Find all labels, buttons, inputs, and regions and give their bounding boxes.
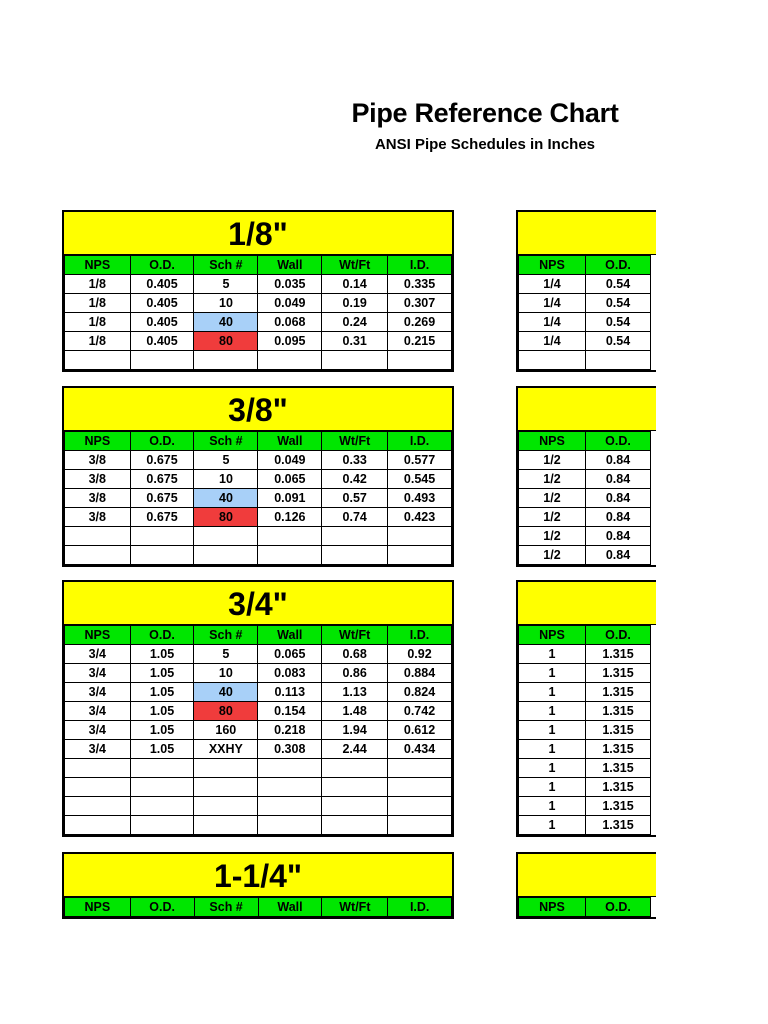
column-header: O.D. [130, 898, 194, 917]
table-cell[interactable]: 10 [194, 664, 258, 683]
table-cell[interactable]: 0.84 [586, 508, 651, 527]
table-cell[interactable] [258, 527, 322, 546]
table-row [519, 294, 651, 313]
table-row [65, 816, 452, 835]
table-cell[interactable] [388, 797, 452, 816]
table-row [519, 797, 651, 816]
page-title: Pipe Reference Chart [351, 98, 619, 128]
table-cell[interactable]: 0.54 [586, 294, 651, 313]
table-row [519, 816, 651, 835]
table-cell[interactable]: 1/4 [519, 313, 586, 332]
table-cell[interactable] [322, 816, 388, 835]
table-cell[interactable]: 0.74 [322, 508, 388, 527]
column-header: I.D. [388, 432, 452, 451]
table-cell[interactable] [65, 816, 131, 835]
table-cell[interactable]: 5 [194, 275, 258, 294]
table-cell[interactable]: 0.42 [322, 470, 388, 489]
table-cell[interactable]: 3/4 [65, 645, 131, 664]
size-heading [518, 854, 656, 897]
table-cell[interactable]: 1.315 [586, 664, 651, 683]
table-cell[interactable]: 1.315 [586, 816, 651, 835]
table-cell[interactable]: XXHY [194, 740, 258, 759]
pipe-schedule-table [64, 255, 452, 370]
table-cell[interactable]: 0.335 [388, 275, 452, 294]
table-cell[interactable]: 3/8 [65, 451, 131, 470]
table-cell[interactable] [130, 351, 194, 370]
table-cell[interactable] [388, 778, 452, 797]
table-cell[interactable] [65, 797, 131, 816]
table-cell[interactable]: 0.31 [322, 332, 388, 351]
table-cell[interactable]: 1/8 [65, 275, 131, 294]
size-heading: 3/4" [64, 582, 452, 625]
pipe-schedule-table [64, 431, 452, 565]
table-cell[interactable]: 0.405 [130, 294, 194, 313]
size-block [62, 386, 454, 567]
table-cell[interactable]: 1/2 [519, 489, 586, 508]
size-heading: 3/8" [64, 388, 452, 431]
table-cell[interactable]: 0.84 [586, 546, 651, 565]
table-cell[interactable]: 160 [194, 721, 258, 740]
table-cell[interactable]: 0.84 [586, 527, 651, 546]
table-row [519, 489, 651, 508]
table-cell[interactable]: 0.049 [258, 294, 322, 313]
table-cell[interactable]: 1.05 [130, 645, 194, 664]
table-cell[interactable]: 0.423 [388, 508, 452, 527]
table-cell[interactable] [130, 527, 194, 546]
column-header: Sch # [194, 256, 258, 275]
table-cell[interactable]: 3/8 [65, 508, 131, 527]
table-cell[interactable]: 10 [194, 470, 258, 489]
column-header: Wall [258, 898, 322, 917]
table-row [519, 451, 651, 470]
table-cell[interactable]: 40 [194, 313, 258, 332]
table-cell[interactable]: 3/8 [65, 470, 131, 489]
table-cell[interactable]: 1 [519, 645, 586, 664]
table-cell[interactable] [130, 797, 194, 816]
table-cell[interactable] [194, 797, 258, 816]
column-header: Wall [258, 432, 322, 451]
table-cell[interactable]: 0.405 [130, 275, 194, 294]
table-row [65, 778, 452, 797]
table-cell[interactable]: 0.33 [322, 451, 388, 470]
table-cell[interactable]: 0.083 [258, 664, 322, 683]
table-cell[interactable]: 0.545 [388, 470, 452, 489]
column-header: NPS [65, 256, 131, 275]
column-header: O.D. [130, 432, 194, 451]
table-row [65, 351, 452, 370]
column-header: Wt/Ft [322, 626, 388, 645]
table-cell[interactable] [130, 778, 194, 797]
table-row [65, 470, 452, 489]
pipe-schedule-table [518, 625, 651, 835]
table-cell[interactable]: 0.675 [130, 508, 194, 527]
table-cell[interactable]: 0.675 [130, 470, 194, 489]
column-header-row [65, 626, 452, 645]
table-cell[interactable] [258, 797, 322, 816]
table-cell[interactable] [388, 546, 452, 565]
column-header: NPS [519, 432, 586, 451]
table-cell[interactable]: 1 [519, 740, 586, 759]
table-row [519, 759, 651, 778]
table-cell[interactable]: 0.126 [258, 508, 322, 527]
table-cell[interactable] [388, 759, 452, 778]
size-heading: 1/8" [64, 212, 452, 255]
table-cell[interactable]: 1 [519, 664, 586, 683]
table-cell[interactable] [322, 797, 388, 816]
table-cell[interactable]: 1.315 [586, 645, 651, 664]
column-header-row [519, 626, 651, 645]
table-cell[interactable]: 10 [194, 294, 258, 313]
table-cell[interactable]: 1 [519, 797, 586, 816]
table-cell[interactable]: 0.19 [322, 294, 388, 313]
table-cell[interactable] [586, 351, 651, 370]
table-cell[interactable]: 0.065 [258, 645, 322, 664]
column-header: O.D. [130, 256, 194, 275]
table-cell[interactable]: 1/2 [519, 527, 586, 546]
table-cell[interactable]: 0.493 [388, 489, 452, 508]
table-row [65, 527, 452, 546]
table-cell[interactable]: 1 [519, 816, 586, 835]
table-cell[interactable]: 0.577 [388, 451, 452, 470]
table-cell[interactable] [194, 778, 258, 797]
table-cell[interactable]: 1.315 [586, 759, 651, 778]
table-cell[interactable]: 40 [194, 489, 258, 508]
table-cell[interactable] [258, 816, 322, 835]
table-cell[interactable]: 0.434 [388, 740, 452, 759]
table-cell[interactable]: 0.24 [322, 313, 388, 332]
column-header-row [65, 256, 452, 275]
table-cell[interactable] [322, 546, 388, 565]
table-row [519, 527, 651, 546]
table-cell[interactable] [258, 351, 322, 370]
size-block-partial [516, 580, 656, 837]
column-header: Wt/Ft [322, 432, 388, 451]
column-header: NPS [65, 626, 131, 645]
table-cell[interactable]: 0.269 [388, 313, 452, 332]
table-cell[interactable]: 80 [194, 332, 258, 351]
column-header: O.D. [586, 626, 651, 645]
table-cell[interactable] [65, 351, 131, 370]
table-row [65, 294, 452, 313]
table-cell[interactable] [194, 759, 258, 778]
table-cell[interactable]: 1.315 [586, 721, 651, 740]
table-cell[interactable]: 0.612 [388, 721, 452, 740]
column-header: Wt/Ft [322, 898, 388, 917]
table-cell[interactable]: 1.13 [322, 683, 388, 702]
table-cell[interactable]: 40 [194, 683, 258, 702]
table-cell[interactable]: 0.86 [322, 664, 388, 683]
table-row [65, 797, 452, 816]
table-cell[interactable]: 3/8 [65, 489, 131, 508]
column-header-row [519, 256, 651, 275]
column-header: O.D. [586, 256, 651, 275]
column-header: I.D. [388, 898, 452, 917]
table-cell[interactable] [65, 778, 131, 797]
table-cell[interactable]: 0.57 [322, 489, 388, 508]
table-cell[interactable]: 5 [194, 645, 258, 664]
table-cell[interactable]: 1/4 [519, 294, 586, 313]
table-cell[interactable] [194, 546, 258, 565]
column-header: O.D. [130, 626, 194, 645]
table-row [65, 645, 452, 664]
table-cell[interactable] [322, 351, 388, 370]
table-cell[interactable]: 0.675 [130, 489, 194, 508]
table-row [65, 664, 452, 683]
size-block-partial [516, 210, 656, 372]
column-header: NPS [519, 898, 586, 917]
table-cell[interactable] [322, 527, 388, 546]
table-row [519, 740, 651, 759]
size-heading: 1-1/4" [64, 854, 452, 897]
column-header: I.D. [388, 256, 452, 275]
table-cell[interactable]: 1 [519, 778, 586, 797]
table-cell[interactable]: 1/2 [519, 508, 586, 527]
table-cell[interactable]: 3/4 [65, 664, 131, 683]
size-heading [518, 582, 656, 625]
table-cell[interactable]: 0.92 [388, 645, 452, 664]
table-cell[interactable]: 0.54 [586, 313, 651, 332]
table-cell[interactable] [519, 351, 586, 370]
table-cell[interactable]: 1.94 [322, 721, 388, 740]
table-row [519, 702, 651, 721]
table-cell[interactable]: 1.315 [586, 740, 651, 759]
table-cell[interactable]: 0.095 [258, 332, 322, 351]
table-row [519, 645, 651, 664]
table-cell[interactable]: 0.307 [388, 294, 452, 313]
size-block [62, 580, 454, 837]
column-header-row [519, 898, 651, 917]
table-cell[interactable]: 1.05 [130, 721, 194, 740]
column-header-row [65, 432, 452, 451]
table-cell[interactable]: 0.675 [130, 451, 194, 470]
table-row [65, 721, 452, 740]
pipe-schedule-table [64, 625, 452, 835]
table-cell[interactable] [388, 527, 452, 546]
table-cell[interactable]: 2.44 [322, 740, 388, 759]
table-cell[interactable] [388, 351, 452, 370]
table-cell[interactable]: 0.308 [258, 740, 322, 759]
table-cell[interactable]: 1.315 [586, 683, 651, 702]
table-cell[interactable]: 0.68 [322, 645, 388, 664]
column-header: NPS [519, 626, 586, 645]
table-cell[interactable]: 1.315 [586, 797, 651, 816]
column-header: I.D. [388, 626, 452, 645]
table-cell[interactable]: 5 [194, 451, 258, 470]
table-cell[interactable]: 1.05 [130, 740, 194, 759]
size-heading [518, 388, 656, 431]
table-cell[interactable]: 0.405 [130, 313, 194, 332]
table-cell[interactable]: 1/2 [519, 470, 586, 489]
table-cell[interactable] [65, 546, 131, 565]
table-cell[interactable] [322, 759, 388, 778]
table-cell[interactable]: 1/2 [519, 451, 586, 470]
table-row [65, 683, 452, 702]
table-cell[interactable]: 80 [194, 702, 258, 721]
table-cell[interactable]: 0.742 [388, 702, 452, 721]
table-cell[interactable]: 1/4 [519, 332, 586, 351]
table-row [65, 740, 452, 759]
table-cell[interactable]: 0.215 [388, 332, 452, 351]
table-cell[interactable]: 3/4 [65, 740, 131, 759]
table-cell[interactable]: 1 [519, 721, 586, 740]
table-cell[interactable]: 1.48 [322, 702, 388, 721]
pipe-schedule-table [64, 897, 452, 917]
table-cell[interactable]: 1 [519, 683, 586, 702]
table-cell[interactable] [388, 816, 452, 835]
table-cell[interactable] [194, 527, 258, 546]
table-cell[interactable] [65, 759, 131, 778]
table-row [519, 332, 651, 351]
table-row [65, 451, 452, 470]
table-cell[interactable]: 0.218 [258, 721, 322, 740]
table-cell[interactable]: 1/8 [65, 313, 131, 332]
table-cell[interactable]: 1 [519, 702, 586, 721]
column-header: Wall [258, 256, 322, 275]
table-cell[interactable]: 0.405 [130, 332, 194, 351]
table-cell[interactable]: 0.14 [322, 275, 388, 294]
column-header: Wt/Ft [322, 256, 388, 275]
column-header-row [65, 898, 452, 917]
table-cell[interactable] [194, 816, 258, 835]
table-cell[interactable]: 1.05 [130, 702, 194, 721]
table-row [519, 778, 651, 797]
pipe-schedule-table [518, 431, 651, 565]
table-cell[interactable]: 0.84 [586, 489, 651, 508]
table-row [519, 275, 651, 294]
table-cell[interactable]: 1/4 [519, 275, 586, 294]
table-cell[interactable]: 0.035 [258, 275, 322, 294]
table-cell[interactable]: 1/8 [65, 294, 131, 313]
table-cell[interactable]: 0.049 [258, 451, 322, 470]
table-row [519, 313, 651, 332]
column-header: Sch # [194, 626, 258, 645]
table-cell[interactable]: 0.84 [586, 470, 651, 489]
table-cell[interactable]: 0.065 [258, 470, 322, 489]
table-cell[interactable]: 80 [194, 508, 258, 527]
table-cell[interactable]: 1.05 [130, 683, 194, 702]
table-cell[interactable] [130, 546, 194, 565]
table-row [65, 508, 452, 527]
table-cell[interactable]: 1.315 [586, 778, 651, 797]
table-cell[interactable]: 0.154 [258, 702, 322, 721]
table-cell[interactable]: 0.84 [586, 451, 651, 470]
page-subtitle: ANSI Pipe Schedules in Inches [374, 136, 596, 153]
table-row [65, 275, 452, 294]
table-cell[interactable]: 3/4 [65, 683, 131, 702]
size-block-partial [516, 852, 656, 919]
size-block-partial [516, 386, 656, 567]
table-cell[interactable] [258, 778, 322, 797]
column-header: Wall [258, 626, 322, 645]
table-row [65, 313, 452, 332]
table-cell[interactable] [258, 759, 322, 778]
pipe-schedule-table [518, 897, 651, 917]
table-cell[interactable]: 0.113 [258, 683, 322, 702]
column-header: O.D. [586, 898, 651, 917]
size-heading [518, 212, 656, 255]
table-cell[interactable]: 0.54 [586, 332, 651, 351]
table-cell[interactable]: 0.068 [258, 313, 322, 332]
table-cell[interactable] [65, 527, 131, 546]
column-header-row [519, 432, 651, 451]
table-row [65, 489, 452, 508]
table-row [65, 759, 452, 778]
column-header: NPS [65, 898, 131, 917]
column-header: O.D. [586, 432, 651, 451]
table-row [519, 721, 651, 740]
table-row [519, 470, 651, 489]
table-cell[interactable]: 1.315 [586, 702, 651, 721]
pipe-schedule-table [518, 255, 651, 370]
table-cell[interactable]: 0.884 [388, 664, 452, 683]
table-cell[interactable]: 0.54 [586, 275, 651, 294]
table-cell[interactable]: 1/8 [65, 332, 131, 351]
table-cell[interactable]: 0.091 [258, 489, 322, 508]
table-row [65, 546, 452, 565]
table-cell[interactable]: 1/2 [519, 546, 586, 565]
column-header: Sch # [194, 432, 258, 451]
table-cell[interactable] [130, 816, 194, 835]
table-row [519, 546, 651, 565]
table-row [65, 332, 452, 351]
table-cell[interactable]: 1.05 [130, 664, 194, 683]
table-cell[interactable]: 1 [519, 759, 586, 778]
table-cell[interactable] [194, 351, 258, 370]
table-cell[interactable]: 0.824 [388, 683, 452, 702]
table-row [519, 683, 651, 702]
column-header: NPS [65, 432, 131, 451]
table-row [519, 664, 651, 683]
column-header: NPS [519, 256, 586, 275]
table-cell[interactable] [258, 546, 322, 565]
size-block [62, 852, 454, 919]
table-cell[interactable] [130, 759, 194, 778]
table-row [65, 702, 452, 721]
table-cell[interactable]: 3/4 [65, 721, 131, 740]
size-block [62, 210, 454, 372]
table-cell[interactable] [322, 778, 388, 797]
table-row [519, 508, 651, 527]
table-row [519, 351, 651, 370]
table-cell[interactable]: 3/4 [65, 702, 131, 721]
column-header: Sch # [194, 898, 258, 917]
